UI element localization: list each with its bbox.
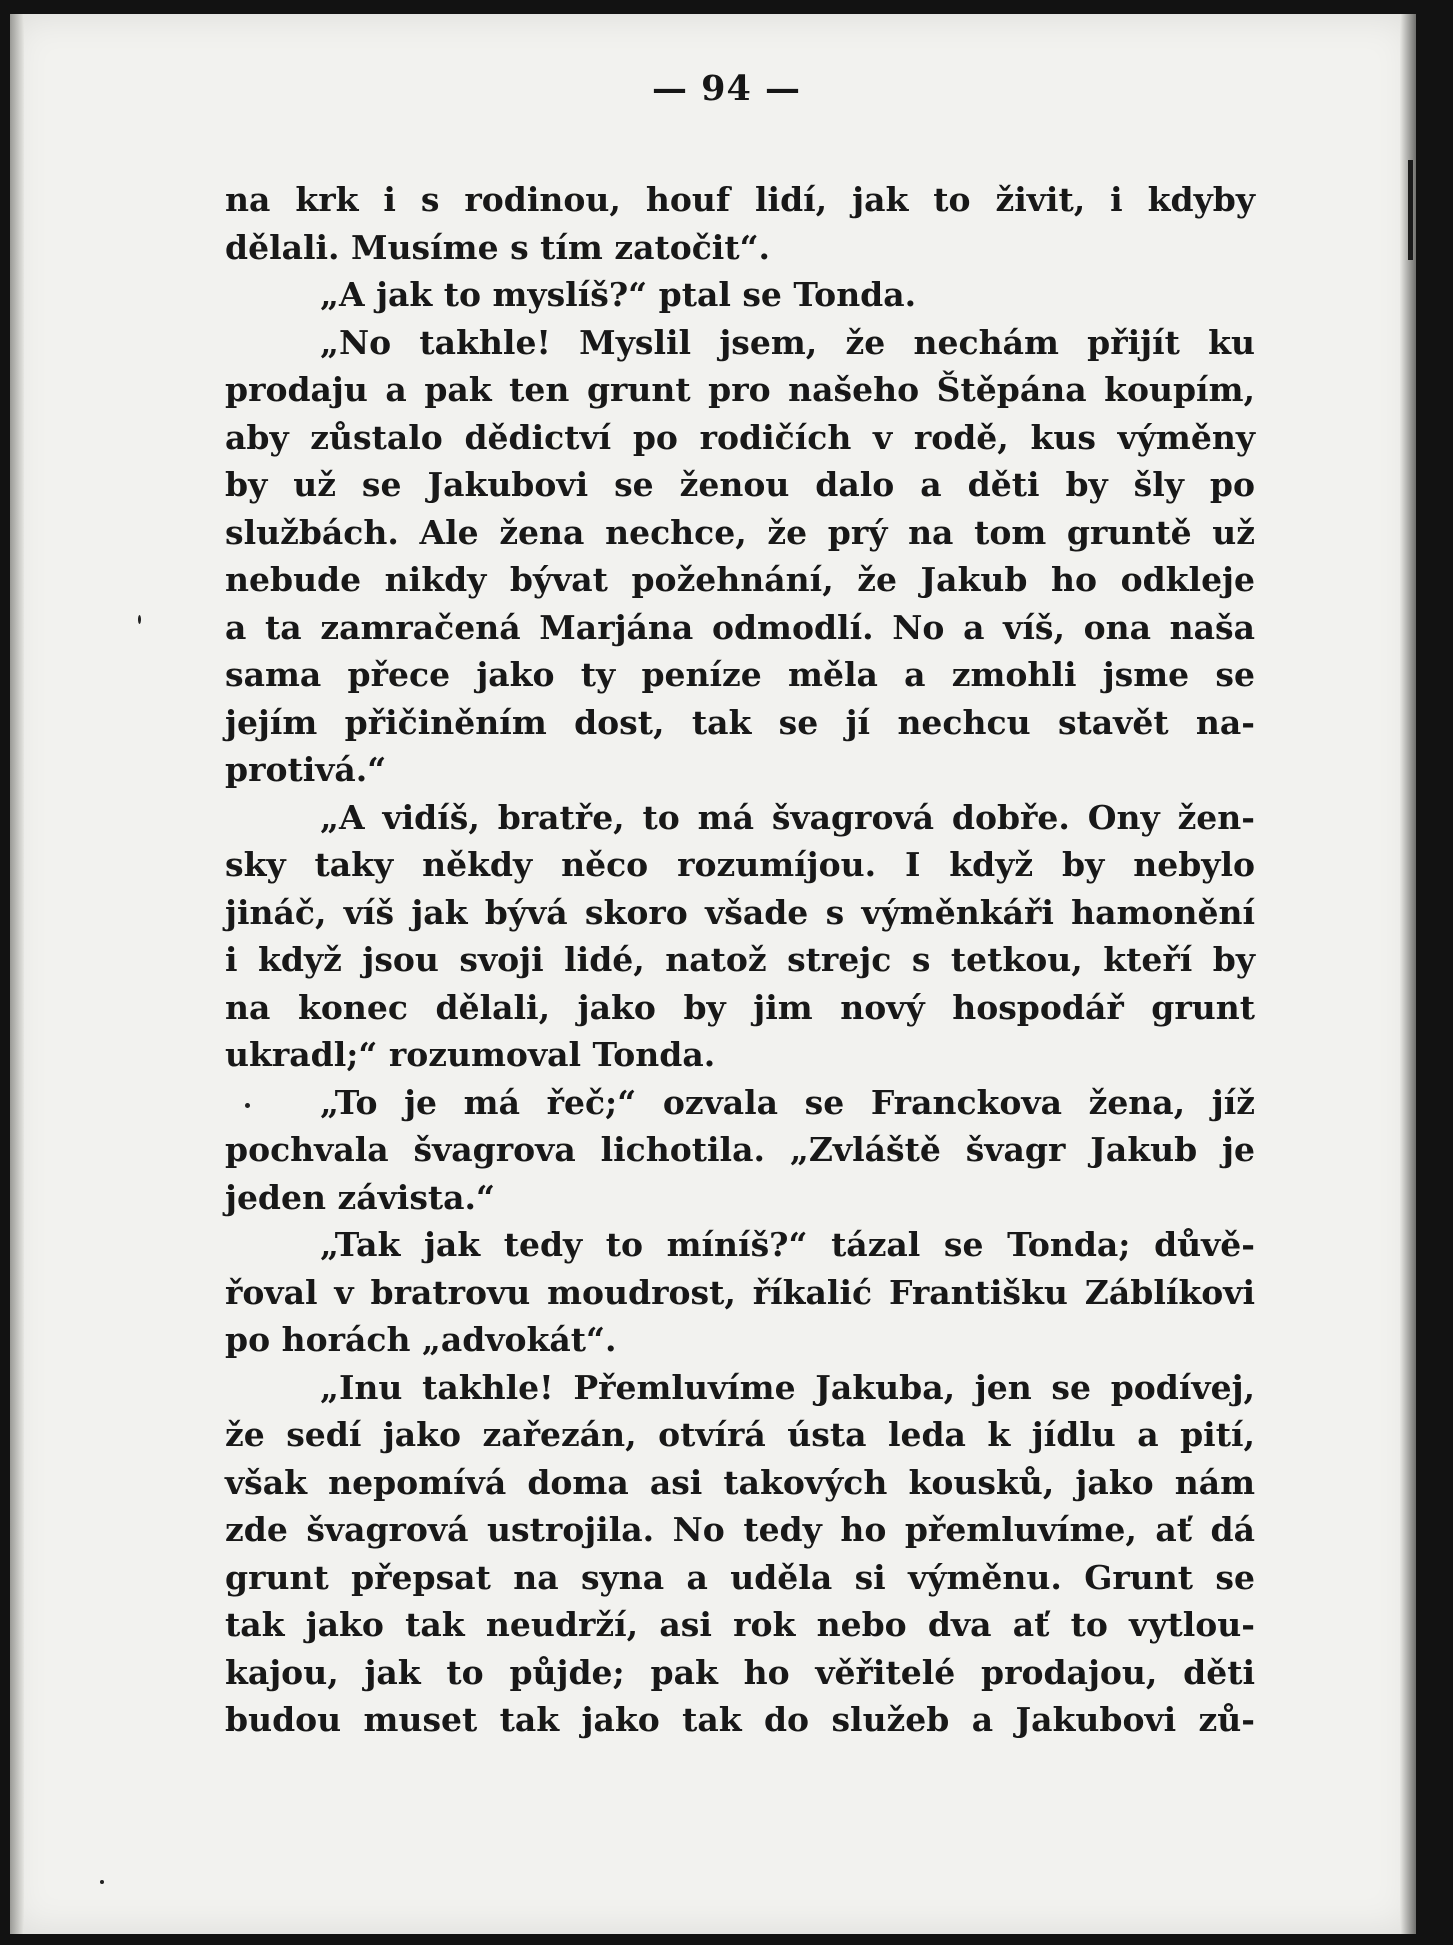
text-line: dělali. Musíme s tím zatočit“. [225,227,771,267]
speck [100,1880,104,1884]
text-line: jejím přičiněním dost, tak se jí nechcu stavět na- [225,702,1255,742]
text-line: i když jsou svoji lidé, natož strejc s tetkou, kteří by [225,940,1255,979]
text-line: budou muset tak jako tak do služeb a Jakubovi zů- [225,1700,1255,1739]
text-line: po horách „advokát“. [225,1320,617,1359]
text-line: by už se Jakubovi se ženou dalo a děti by šly po [225,465,1255,504]
text-line: a ta zamračená Marjána odmodlí. No a víš, ona naša [225,607,1255,647]
text-line: zde švagrová ustrojila. No tedy ho přemluvíme, ať dá [225,1510,1255,1549]
text-line: „No takhle! Myslil jsem, že nechám přijít ku [320,322,1255,362]
text-line: „To je má řeč;“ ozvala se Franckova žena, jíž [320,1082,1255,1122]
body-text [225,176,1255,1744]
text-line: „A jak to myslíš?“ ptal se Tonda. [320,275,917,314]
page-left-edge-shadow [10,14,24,1934]
text-line: nebude nikdy bývat požehnání, že Jakub ho odkleje [225,560,1255,599]
text-line: grunt přepsat na syna a uděla si výměnu. Grunt se [225,1557,1255,1597]
text-line: „A vidíš, bratře, to má švagrová dobře. Ony žen- [320,797,1255,837]
text-line: službách. Ale žena nechce, že prý na tom gruntě už [225,512,1255,552]
text-line: sky taky někdy něco rozumíjou. I když by nebylo [225,845,1255,884]
text-line: jeden závista.“ [225,1177,495,1217]
page-right-edge-shadow [1400,14,1416,1934]
text-line: „Tak jak tedy to míníš?“ tázal se Tonda; důvě- [320,1225,1255,1264]
text-line: tak jako tak neudrží, asi rok nebo dva ať to vytlou- [225,1605,1255,1644]
text-line: řoval v bratrovu moudrost, říkalić Františku Záblíkovi [225,1272,1255,1312]
text-line: kajou, jak to půjde; pak ho věřitelé prodajou, děti [225,1652,1255,1692]
text-line: aby zůstalo dědictví po rodičích v rodě, kus výměny [225,417,1255,457]
text-line: však nepomívá doma asi takových kousků, jako nám [225,1462,1255,1502]
text-line: že sedí jako zařezán, otvírá ústa leda k jídlu a pití, [225,1415,1255,1454]
text-line: jináč, víš jak bývá skoro všade s výměnkáři hamonění [225,892,1255,932]
text-line: pochvala švagrova lichotila. „Zvláště švagr Jakub je [225,1130,1255,1169]
text-line: na krk i s rodinou, houf lidí, jak to živit, i kdyby [225,180,1255,219]
margin-mark [1408,160,1413,260]
text-line: protivá.“ [225,750,387,789]
text-line: prodaju a pak ten grunt pro našeho Štěpána koupím, [225,370,1255,409]
speck [138,615,141,624]
page-number: — 94 — [651,68,802,109]
text-line: sama přece jako ty peníze měla a zmohli jsme se [225,655,1255,694]
text-line: „Inu takhle! Přemluvíme Jakuba, jen se podívej, [320,1367,1255,1407]
text-line: ukradl;“ rozumoval Tonda. [225,1035,716,1074]
text-line: na konec dělali, jako by jim nový hospodář grunt [225,987,1255,1027]
